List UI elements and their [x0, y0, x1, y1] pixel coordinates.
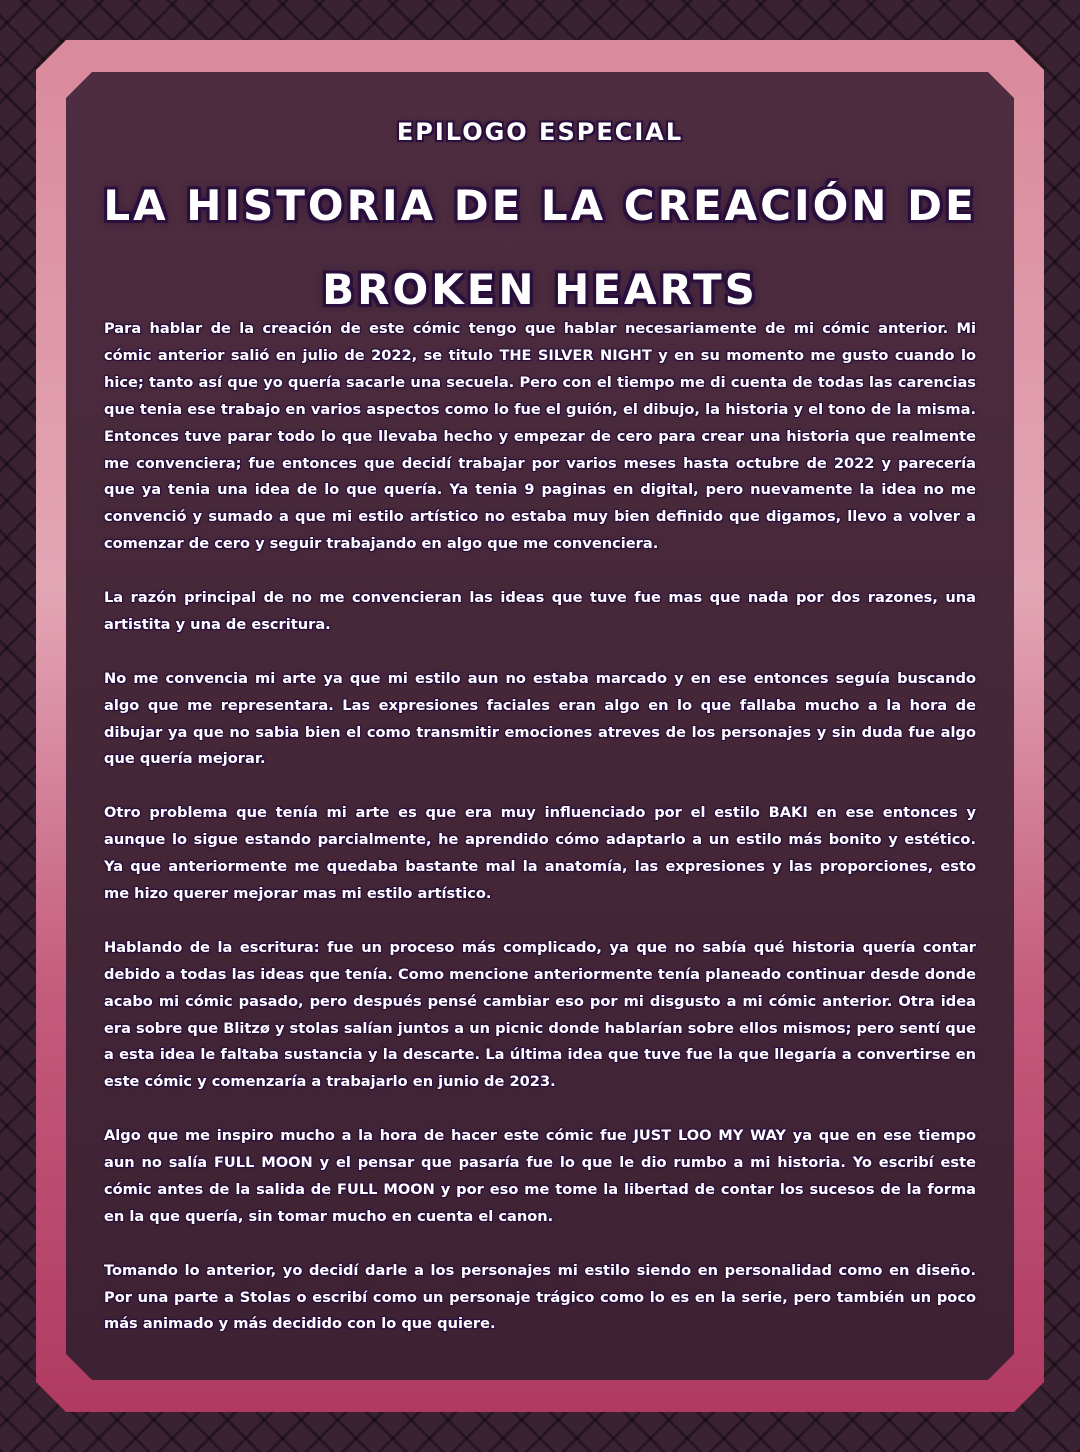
paragraph: Para hablar de la creación de este cómic tengo que hablar necesariamente de mi cómic anterior. Mi cómic anterior salió en julio de 2022, se titulo THE SILVER NIGHT y en su momento me gusto cuando lo hice; tanto así que yo quería sacarle una secuela. Pero con el tiempo me di cuenta de todas las carencias que tenia ese trabajo en varios aspectos como lo fue el guión, el dibujo, la historia y el tono de la misma. Entonces tuve parar todo lo que llevaba hecho y empezar de cero para crear una historia que realmente me convenciera; fue entonces que decidí trabajar por varios meses hasta octubre de 2022 y parecería que ya tenia una idea de lo que quería. Ya tenia 9 paginas en digital, pero nuevamente la idea no me convenció y sumado a que mi estilo artístico no estaba muy bien definido que digamos, llevo a volver a comenzar de cero y seguir trabajando en algo que me convenciera. [104, 320, 976, 553]
paragraph: No me convencia mi arte ya que mi estilo aun no estaba marcado y en ese entonces seguía buscando algo que me representara. Las expresiones faciales eran algo en lo que fallaba mucho a la hora de dibujar ya que no sabia bien el como transmitir emociones atreves de los personajes y sin duda fue algo que quería mejorar. [104, 669, 976, 768]
document-title [66, 164, 1014, 332]
paragraph: La razón principal de no me convencieran las ideas que tuve fue mas que nada por dos razones, una artistita y una de escritura. [104, 589, 976, 633]
document-subtitle: EPILOGO ESPECIAL [396, 118, 684, 146]
title-line-1: LA HISTORIA DE LA CREACIÓN DE [103, 181, 977, 230]
title-line-2: BROKEN HEARTS [322, 265, 758, 314]
paragraph: Hablando de la escritura: fue un proceso más complicado, ya que no sabía qué historia quería contar debido a todas las ideas que tenía. Como mencione anteriormente tenía planeado continuar desde donde acabo mi cómic pasado, pero después pensé cambiar eso por mi disgusto a mi cómic anterior. Otra idea era sobre que Blitzø y stolas salían juntos a un picnic donde hablarían sobre ellos mismos; pero sentí que a esta idea le faltaba sustancia y la descarte. La última idea que tuve fue la que llegaría a convertirse en este cómic y comenzaría a trabajarlo en junio de 2023. [104, 938, 976, 1091]
paragraph: Algo que me inspiro mucho a la hora de hacer este cómic fue JUST LOO MY WAY ya que en ese tiempo aun no salía FULL MOON y el pensar que pasaría fue lo que le dio rumbo a mi historia. Yo escribí este cómic antes de la salida de FULL MOON y por eso me tome la libertad de contar los sucesos de la forma en la que quería, sin tomar mucho en cuenta el canon. [104, 1127, 976, 1225]
paragraph: Otro problema que tenía mi arte es que era muy influenciado por el estilo BAKI en ese entonces y aunque lo sigue estando parcialmente, he aprendido cómo adaptarlo a un estilo más bonito y estético. Ya que anteriormente me quedaba bastante mal la anatomía, las expresiones y las proporciones, esto me hizo querer mejorar mas mi estilo artístico. [104, 804, 976, 902]
document-body [104, 316, 976, 1365]
paragraph: Tomando lo anterior, yo decidí darle a los personajes mi estilo siendo en personalidad como en diseño. Por una parte a Stolas o escribí como un personaje trágico como lo es en la serie, pero también un poco más animado y más decidido con lo que quiere. [104, 1261, 976, 1333]
